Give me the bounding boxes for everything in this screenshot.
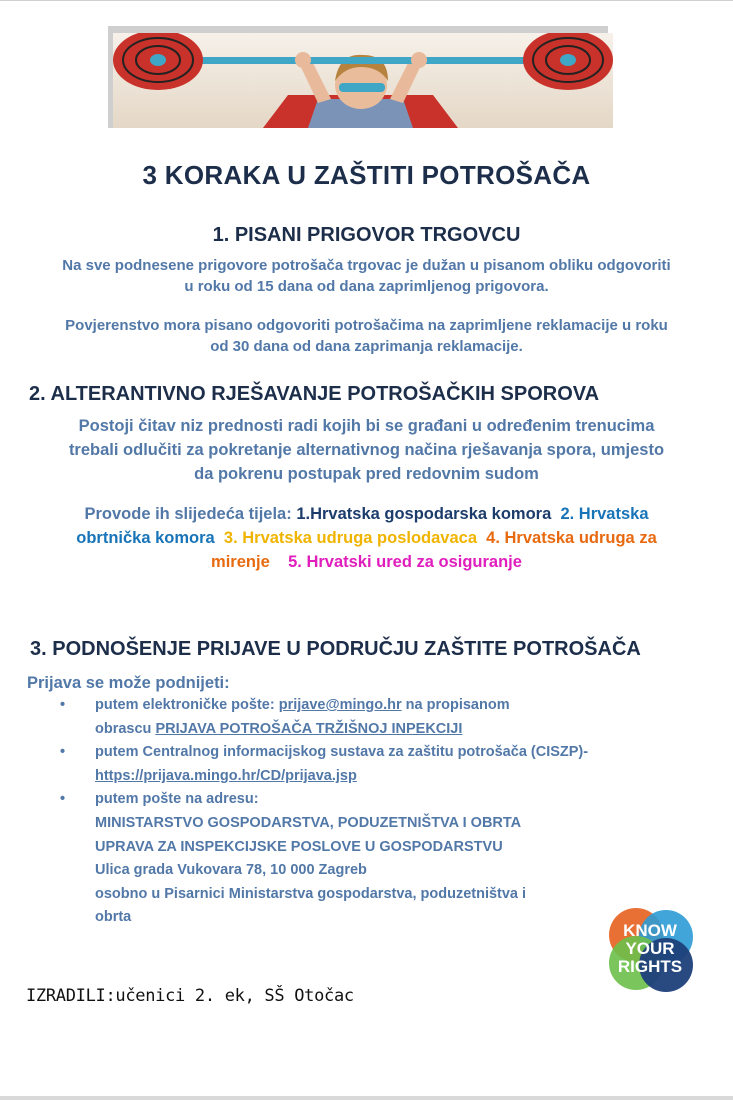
logo-word-know: KNOW [623,921,677,940]
section3-subheading: Prijava se može podnijeti: [27,674,230,692]
body-2-part1: 2. Hrvatska [560,505,649,523]
credits-footer: IZRADILI:učenici 2. ek, SŠ Otočac [26,986,354,1006]
bodies-intro: Provode ih slijedeća tijela: [84,505,292,523]
list-item [60,741,680,788]
address-line-street: Ulica grada Vukovara 78, 10 000 Zagreb [95,862,367,879]
email-method-label: putem elektroničke pošte: [95,697,279,713]
section2-bodies-line3 [20,550,713,574]
bullet: • [60,697,66,713]
section2-bodies-line1 [20,502,713,526]
body-4-part2: mirenje [211,553,270,571]
section1-paragraph1 [20,255,713,297]
address-line-ministry: MINISTARSTVO GOSPODARSTVA, PODUZETNIŠTVA I OBRTA [95,814,522,831]
section2-bodies-line2 [20,526,713,550]
logo-word-rights: RIGHTS [617,957,683,976]
section2-line1: Postoji čitav niz prednosti radi kojih bi se građani u određenim trenucima [78,417,655,435]
section1-heading: 1. PISANI PRIGOVOR TRGOVCU [212,224,521,246]
section1-paragraph2-line2: od 30 dana od dana zaprimanja reklamacije. [210,338,523,355]
post-method-label: putem pošte na adresu: [95,791,259,808]
email-link[interactable]: prijave@mingo.hr [278,697,402,713]
complaint-form-link[interactable]: PRIJAVA POTROŠAČA TRŽIŠNOJ INPEKCIJI [155,720,463,737]
submission-methods-list [60,694,680,930]
list-item [60,788,680,930]
body-1: 1.Hrvatska gospodarska komora [296,505,552,523]
email-method-suffix: na propisanom [401,697,510,713]
address-line-directorate: UPRAVA ZA INSPEKCIJSKE POSLOVE U GOSPODARSTVU [95,838,503,855]
in-person-line1: osobno u Pisarnici Ministarstva gospodarstva, poduzetništva i [95,885,527,902]
form-label: obrascu [95,720,156,737]
list-item [60,694,680,741]
section2-line3: da pokrenu postupak pred redovnim sudom [194,465,539,483]
section1-paragraph2-line1: Povjerenstvo mora pisano odgovoriti potrošačima na zaprimljene reklamacije u roku [65,317,668,334]
ciszp-method-label: putem Centralnog informacijskog sustava za zaštitu potrošača (CISZP)- [95,744,589,761]
section3-heading: 3. PODNOŠENJE PRIJAVE U PODRUČJU ZAŠTITE POTROŠAČA [30,638,641,660]
section1-paragraph1-line2: u roku od 15 dana od dana zaprimljenog prigovora. [184,278,549,295]
section1-paragraph1-line1: Na sve podnesene prigovore potrošača trgovac je dužan u pisanom obliku odgovoriti [62,257,671,274]
section2-paragraph [20,414,713,486]
body-5: 5. Hrvatski ured za osiguranje [288,553,522,571]
ciszp-link[interactable]: https://prijava.mingo.hr/CD/prijava.jsp [95,767,357,784]
section2-heading: 2. ALTERANTIVNO RJEŠAVANJE POTROŠAČKIH SPOROVA [29,383,600,405]
list-item-line [95,718,680,742]
section2-line2: trebali odlučiti za pokretanje alternativnog načina rješavanja spora, umjesto [68,441,665,459]
body-4-part1: 4. Hrvatska udruga za [486,529,657,547]
section2-bodies [20,502,713,574]
list-item-line [95,694,680,718]
section1-paragraph2 [20,315,713,357]
bullet: • [60,791,66,808]
body-2-part2: obrtnička komora [76,529,215,547]
body-3: 3. Hrvatska udruga poslodavaca [223,529,477,547]
bottom-rule [0,1096,733,1100]
know-your-rights-logo [606,905,696,995]
child-lifting-barbell-photo [113,33,613,128]
top-rule [0,0,733,1]
page-title: 3 KORAKA U ZAŠTITI POTROŠAČA [142,160,591,190]
in-person-line2: obrta [95,909,132,926]
hero-image [113,33,613,128]
logo-word-your: YOUR [625,939,675,958]
bullet: • [60,744,66,761]
